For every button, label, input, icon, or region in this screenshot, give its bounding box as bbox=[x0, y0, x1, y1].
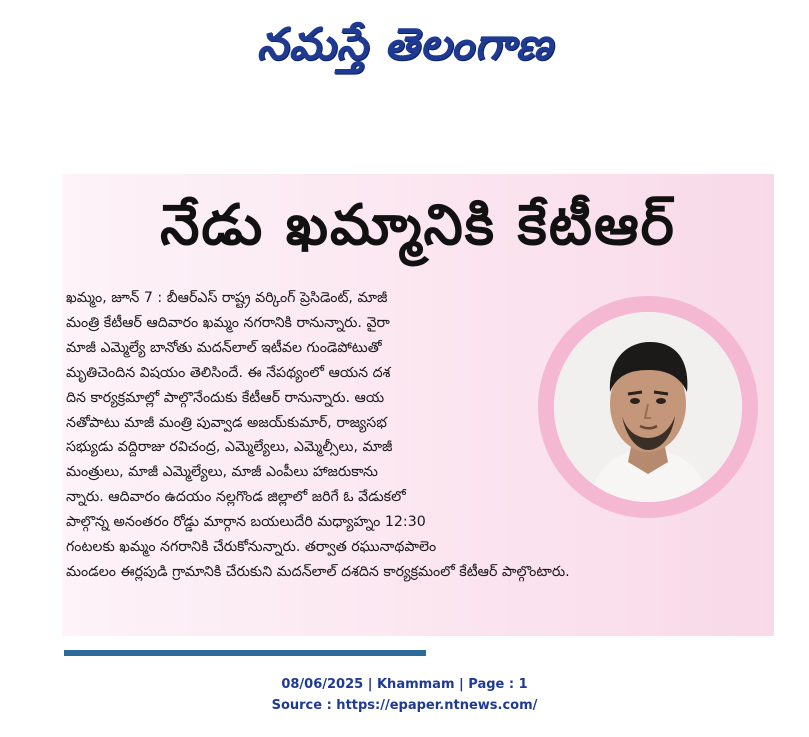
article-line: గంటలకు ఖమ్మం నగరానికి చేరుకోనున్నారు. తర్వాత రఘునాథపాలెం bbox=[66, 539, 437, 556]
article bbox=[62, 174, 774, 636]
article-line: మాజీ ఎమ్మెల్యే బానోతు మదన్‌లాల్ ఇటీవల గుండెపోటుతో bbox=[66, 339, 382, 356]
divider-bar bbox=[64, 650, 426, 656]
article-line: న్నారు. ఆదివారం ఉదయం నల్లగొండ జిల్లాలో జరిగే ఓ వేడుకలో bbox=[66, 489, 406, 506]
article-line: నతోపాటు మాజీ మంత్రి పువ్వాడ అజయ్‌కుమార్, రాజ్యసభ bbox=[66, 414, 387, 431]
footer-date-edition: 08/06/2025 | Khammam | Page : 1 bbox=[281, 677, 528, 692]
article-body bbox=[66, 286, 766, 585]
article-line: సభ్యుడు వద్దిరాజు రవిచంద్ర, ఎమ్మెల్యేలు, ఎమ్మెల్సీలు, మాజీ bbox=[66, 439, 393, 456]
article-line: మండలం ఈర్లపుడి గ్రామానికి చేరుకుని మదన్‌లాల్ దశదిన కార్యక్రమంలో కేటీఆర్ పాల్గొంటారు. bbox=[66, 563, 570, 580]
article-line: పాల్గొన్న అనంతరం రోడ్డు మార్గాన బయలుదేరి మధ్యాహ్నం 12:30 bbox=[66, 514, 426, 531]
article-line: మంత్రి కేటీఆర్ ఆదివారం ఖమ్మం నగరానికి రానున్నారు. వైరా bbox=[66, 314, 390, 331]
article-line: మంత్రులు, మాజీ ఎమ్మెల్యేలు, మాజీ ఎంపీలు హాజరుకాను bbox=[66, 464, 378, 481]
footer-source: Source : https://epaper.ntnews.com/ bbox=[271, 698, 538, 713]
article-line: మృతిచెందిన విషయం తెలిసిందే. ఈ నేపథ్యంలో ఆయన దశ bbox=[66, 364, 391, 381]
article-headline: నేడు ఖమ్మానికి కేటీఆర్ bbox=[160, 193, 676, 258]
article-line: దిన కార్యక్రమాల్లో పాల్గొనేందుకు కేటీఆర్ రానున్నారు. ఆయ bbox=[66, 389, 385, 406]
masthead-title: నమస్తే తెలంగాణ bbox=[256, 19, 554, 70]
article-line: ఖమ్మం, జూన్ 7 : బీఆర్ఎస్ రాష్ట్ర వర్కింగ్ ప్రెసిడెంట్, మాజీ bbox=[66, 290, 388, 306]
